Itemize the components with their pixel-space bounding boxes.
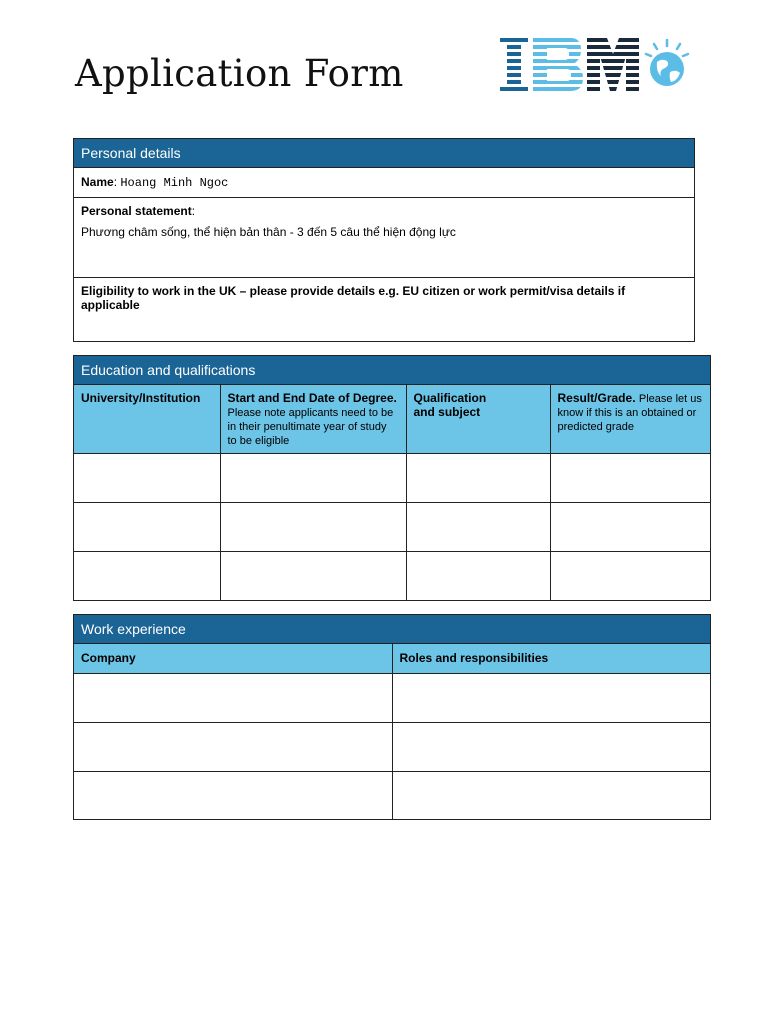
table-cell[interactable] [550,503,710,552]
table-cell[interactable] [406,503,550,552]
work-experience-header: Work experience [74,615,710,644]
eligibility-label: Eligibility to work in the UK – please provide details e.g. EU citizen or work permit/visa details if applicable [81,284,626,312]
table-cell[interactable] [74,454,220,503]
education-section [73,355,711,601]
table-cell[interactable] [220,552,406,601]
smarter-planet-globe-icon [646,40,688,86]
table-row [74,454,710,503]
eligibility-row[interactable] [74,278,694,341]
ibm-wordmark [500,38,639,91]
col-roles: Roles and responsibilities [392,644,710,673]
table-row [74,552,710,601]
table-cell[interactable] [220,454,406,503]
statement-value[interactable]: Phương châm sống, thể hiện bản thân - 3 đến 5 câu thể hiện động lực [81,225,456,239]
table-row [74,722,710,771]
page-title: Application Form [75,52,404,95]
table-row [74,673,710,722]
col-dates: Start and End Date of Degree. Please note applicants need to be in their penultimate year of study to be eligible [220,385,406,454]
col-result: Result/Grade. Please let us know if this is an obtained or predicted grade [550,385,710,454]
table-cell[interactable] [392,771,710,819]
work-experience-section [73,614,711,820]
table-cell[interactable] [74,771,392,819]
table-row [74,771,710,819]
name-value[interactable]: Hoang Minh Ngoc [120,176,229,190]
table-cell[interactable] [74,673,392,722]
statement-row: Personal statement: Phương châm sống, thể hiện bản thân - 3 đến 5 câu thể hiện động lực [74,198,694,278]
education-table [74,385,710,601]
table-cell[interactable] [550,454,710,503]
personal-details-header: Personal details [74,139,694,168]
table-row [74,503,710,552]
personal-details-section [73,138,695,342]
col-university: University/Institution [74,385,220,454]
table-cell[interactable] [550,552,710,601]
statement-label: Personal statement [81,204,192,218]
work-table [74,644,710,819]
name-label: Name [81,175,114,189]
table-cell[interactable] [74,552,220,601]
table-cell[interactable] [406,454,550,503]
table-cell[interactable] [392,673,710,722]
table-cell[interactable] [74,722,392,771]
table-cell[interactable] [406,552,550,601]
table-cell[interactable] [74,503,220,552]
education-header: Education and qualifications [74,356,710,385]
col-qualification: Qualification and subject [406,385,550,454]
name-row: Name: Hoang Minh Ngoc [74,168,694,198]
ibm-logo [499,36,699,92]
table-cell[interactable] [220,503,406,552]
col-company: Company [74,644,392,673]
table-cell[interactable] [392,722,710,771]
